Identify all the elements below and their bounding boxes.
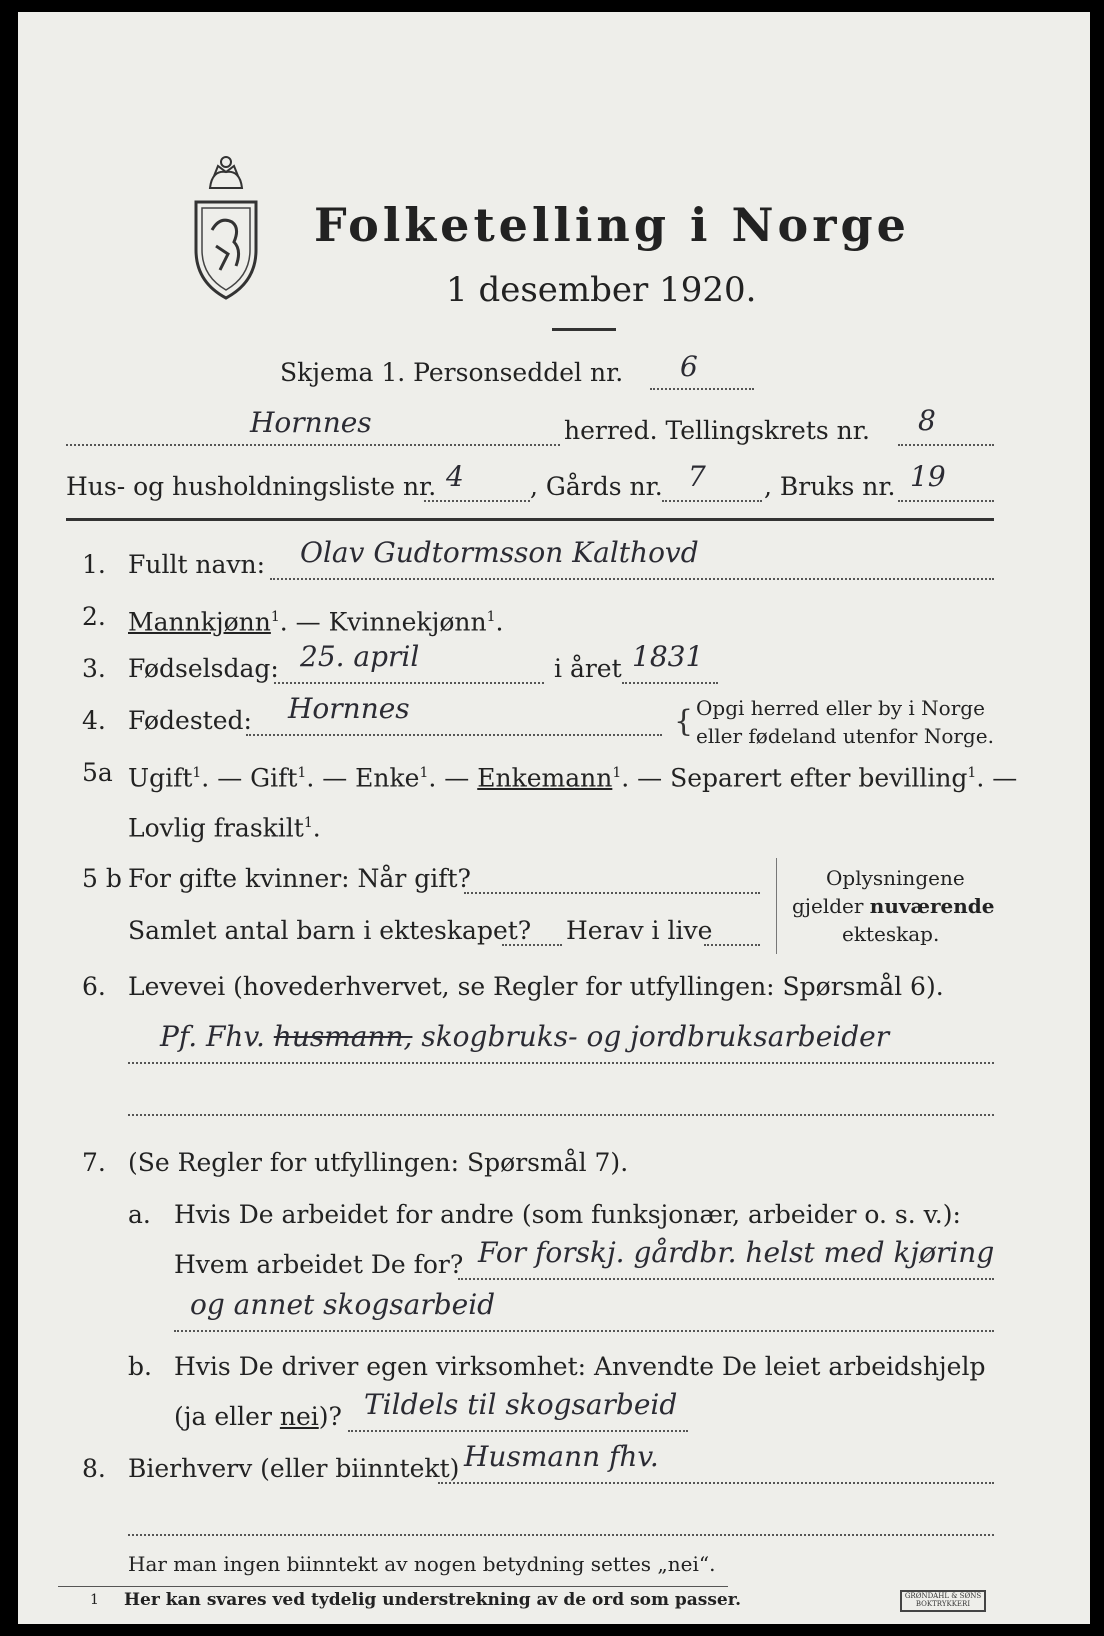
q5b-children-label: Samlet antal barn i ekteskapet? (128, 916, 532, 945)
footnote-rule (58, 1586, 728, 1587)
q7b-label: Hvis De driver egen virksomhet: Anvendte De leiet arbeidshjelp (174, 1352, 986, 1381)
birthplace-value[interactable]: Hornnes (288, 692, 410, 725)
q8-label: Bierhverv (eller biinntekt) (128, 1454, 460, 1483)
q5a-number: 5a (82, 758, 113, 787)
q5b-married-dotline (464, 892, 760, 894)
q5b-married-label: For gifte kvinner: Når gift? (128, 864, 471, 893)
herred-dotline (66, 444, 560, 446)
q4-label: Fødested: (128, 706, 252, 735)
birthday-value[interactable]: 25. april (300, 640, 420, 673)
q5b-note-line3: ekteskap. (842, 922, 940, 946)
q7b-dotline (348, 1430, 688, 1432)
q7a-question: Hvem arbeidet De for? (174, 1250, 464, 1279)
q1-dotline (270, 578, 994, 580)
gards-dotline (662, 500, 762, 502)
husliste-value[interactable]: 4 (446, 460, 464, 493)
q7b-question: (ja eller nei)? (174, 1402, 342, 1431)
gender-mann-option[interactable]: Mannkjønn (128, 607, 271, 637)
census-form-page (18, 12, 1090, 1624)
employer-value-line1[interactable]: For forskj. gårdbr. helst med kjøring (478, 1236, 995, 1269)
q5b-alive-label: Herav i live (566, 916, 713, 945)
marital-fraskilt-option: Lovlig fraskilt$^1$. (128, 813, 321, 843)
footnote-text: Her kan svares ved tydelig understrekning av de ord som passer. (124, 1590, 742, 1610)
tellingskrets-value[interactable]: 8 (918, 404, 936, 437)
q3-number: 3. (82, 654, 106, 683)
employer-value-line2[interactable]: og annet skogsarbeid (190, 1288, 496, 1321)
herred-value[interactable]: Hornnes (250, 406, 372, 439)
gards-value[interactable]: 7 (688, 460, 706, 493)
q2-number: 2. (82, 602, 106, 631)
q1-number: 1. (82, 550, 106, 579)
q7-label: (Se Regler for utfyllingen: Spørsmål 7). (128, 1148, 629, 1177)
q6-number: 6. (82, 972, 106, 1001)
q5b-number: 5 b (82, 864, 122, 893)
q4-dotline (246, 734, 662, 736)
q7a-dotline-2 (174, 1330, 994, 1332)
tellingskrets-dotline (898, 444, 994, 446)
hired-help-value[interactable]: Tildels til skogsarbeid (364, 1388, 678, 1421)
q5b-note-line1: Oplysningene (826, 866, 965, 890)
side-income-value[interactable]: Husmann fhv. (464, 1440, 659, 1473)
q3-year-dotline (622, 682, 718, 684)
q1-label: Fullt navn: (128, 550, 266, 579)
printer-stamp: GRØNDAHL & SØNS BOKTRYKKERI (900, 1590, 986, 1612)
personseddel-value[interactable]: 6 (680, 350, 698, 383)
personseddel-dotline (650, 388, 754, 390)
marital-options: Ugift$^1$. — Gift$^1$. — Enke$^1$. — Enkemann$^1$. — Separert efter bevilling$^1$. — (128, 763, 1018, 793)
q7a-label: Hvis De arbeidet for andre (som funksjonær, arbeider o. s. v.): (174, 1200, 961, 1229)
q5b-alive-dotline (704, 944, 760, 946)
form-title: Folketelling i Norge (314, 198, 910, 252)
q3-label: Fødselsdag: (128, 654, 279, 683)
birth-year-value[interactable]: 1831 (632, 640, 704, 673)
footnote-mark: 1 (90, 1592, 99, 1608)
q3-dotline (274, 682, 544, 684)
q6-dotline-2 (128, 1114, 994, 1116)
bruks-label: , Bruks nr. (764, 472, 896, 501)
q4-note-line2: eller fødeland utenfor Norge. (696, 724, 994, 748)
q6-label: Levevei (hovederhvervet, se Regler for utfyllingen: Spørsmål 6). (128, 972, 944, 1001)
q8-number: 8. (82, 1454, 106, 1483)
q4-brace: { (674, 704, 694, 739)
gender-kvinne-option[interactable]: Kvinnekjønn (328, 607, 487, 637)
form-date: 1 desember 1920. (446, 270, 757, 310)
full-name-value[interactable]: Olav Gudtormsson Kalthovd (300, 536, 699, 569)
q3-year-label: i året (554, 654, 622, 683)
q7a-number: a. (128, 1200, 151, 1229)
title-divider (552, 328, 616, 331)
coat-of-arms-icon (190, 150, 262, 300)
footer-note: Har man ingen biinntekt av nogen betydning settes „nei“. (128, 1552, 716, 1576)
q6-dotline-1 (128, 1062, 994, 1064)
q5b-children-dotline (502, 944, 562, 946)
bruks-value[interactable]: 19 (910, 460, 946, 493)
husliste-dotline (424, 500, 530, 502)
q8-dotline-1 (438, 1482, 994, 1484)
q5b-note-line2: gjelder nuværende (792, 894, 995, 918)
q4-number: 4. (82, 706, 106, 735)
husliste-label: Hus- og husholdningsliste nr. (66, 472, 437, 501)
occupation-value[interactable]: Pf. Fhv. husmann, skogbruks- og jordbruksarbeider (160, 1020, 890, 1053)
marital-enkemann-option[interactable]: Enkemann (477, 763, 613, 793)
q7b-number: b. (128, 1352, 152, 1381)
q5b-separator (776, 858, 779, 954)
q4-note-line1: Opgi herred eller by i Norge (696, 696, 985, 720)
gender-options: Mannkjønn$^1$. — Kvinnekjønn$^1$. (128, 607, 504, 637)
q8-dotline-2 (128, 1534, 994, 1536)
herred-label: herred. Tellingskrets nr. (564, 416, 870, 445)
schema-label: Skjema 1. Personseddel nr. (280, 358, 624, 387)
q7b-nei-option[interactable]: nei (279, 1402, 319, 1431)
gards-label: , Gårds nr. (530, 472, 663, 501)
q7a-dotline-1 (458, 1278, 994, 1280)
header-divider (66, 518, 994, 521)
q7-number: 7. (82, 1148, 106, 1177)
bruks-dotline (898, 500, 994, 502)
